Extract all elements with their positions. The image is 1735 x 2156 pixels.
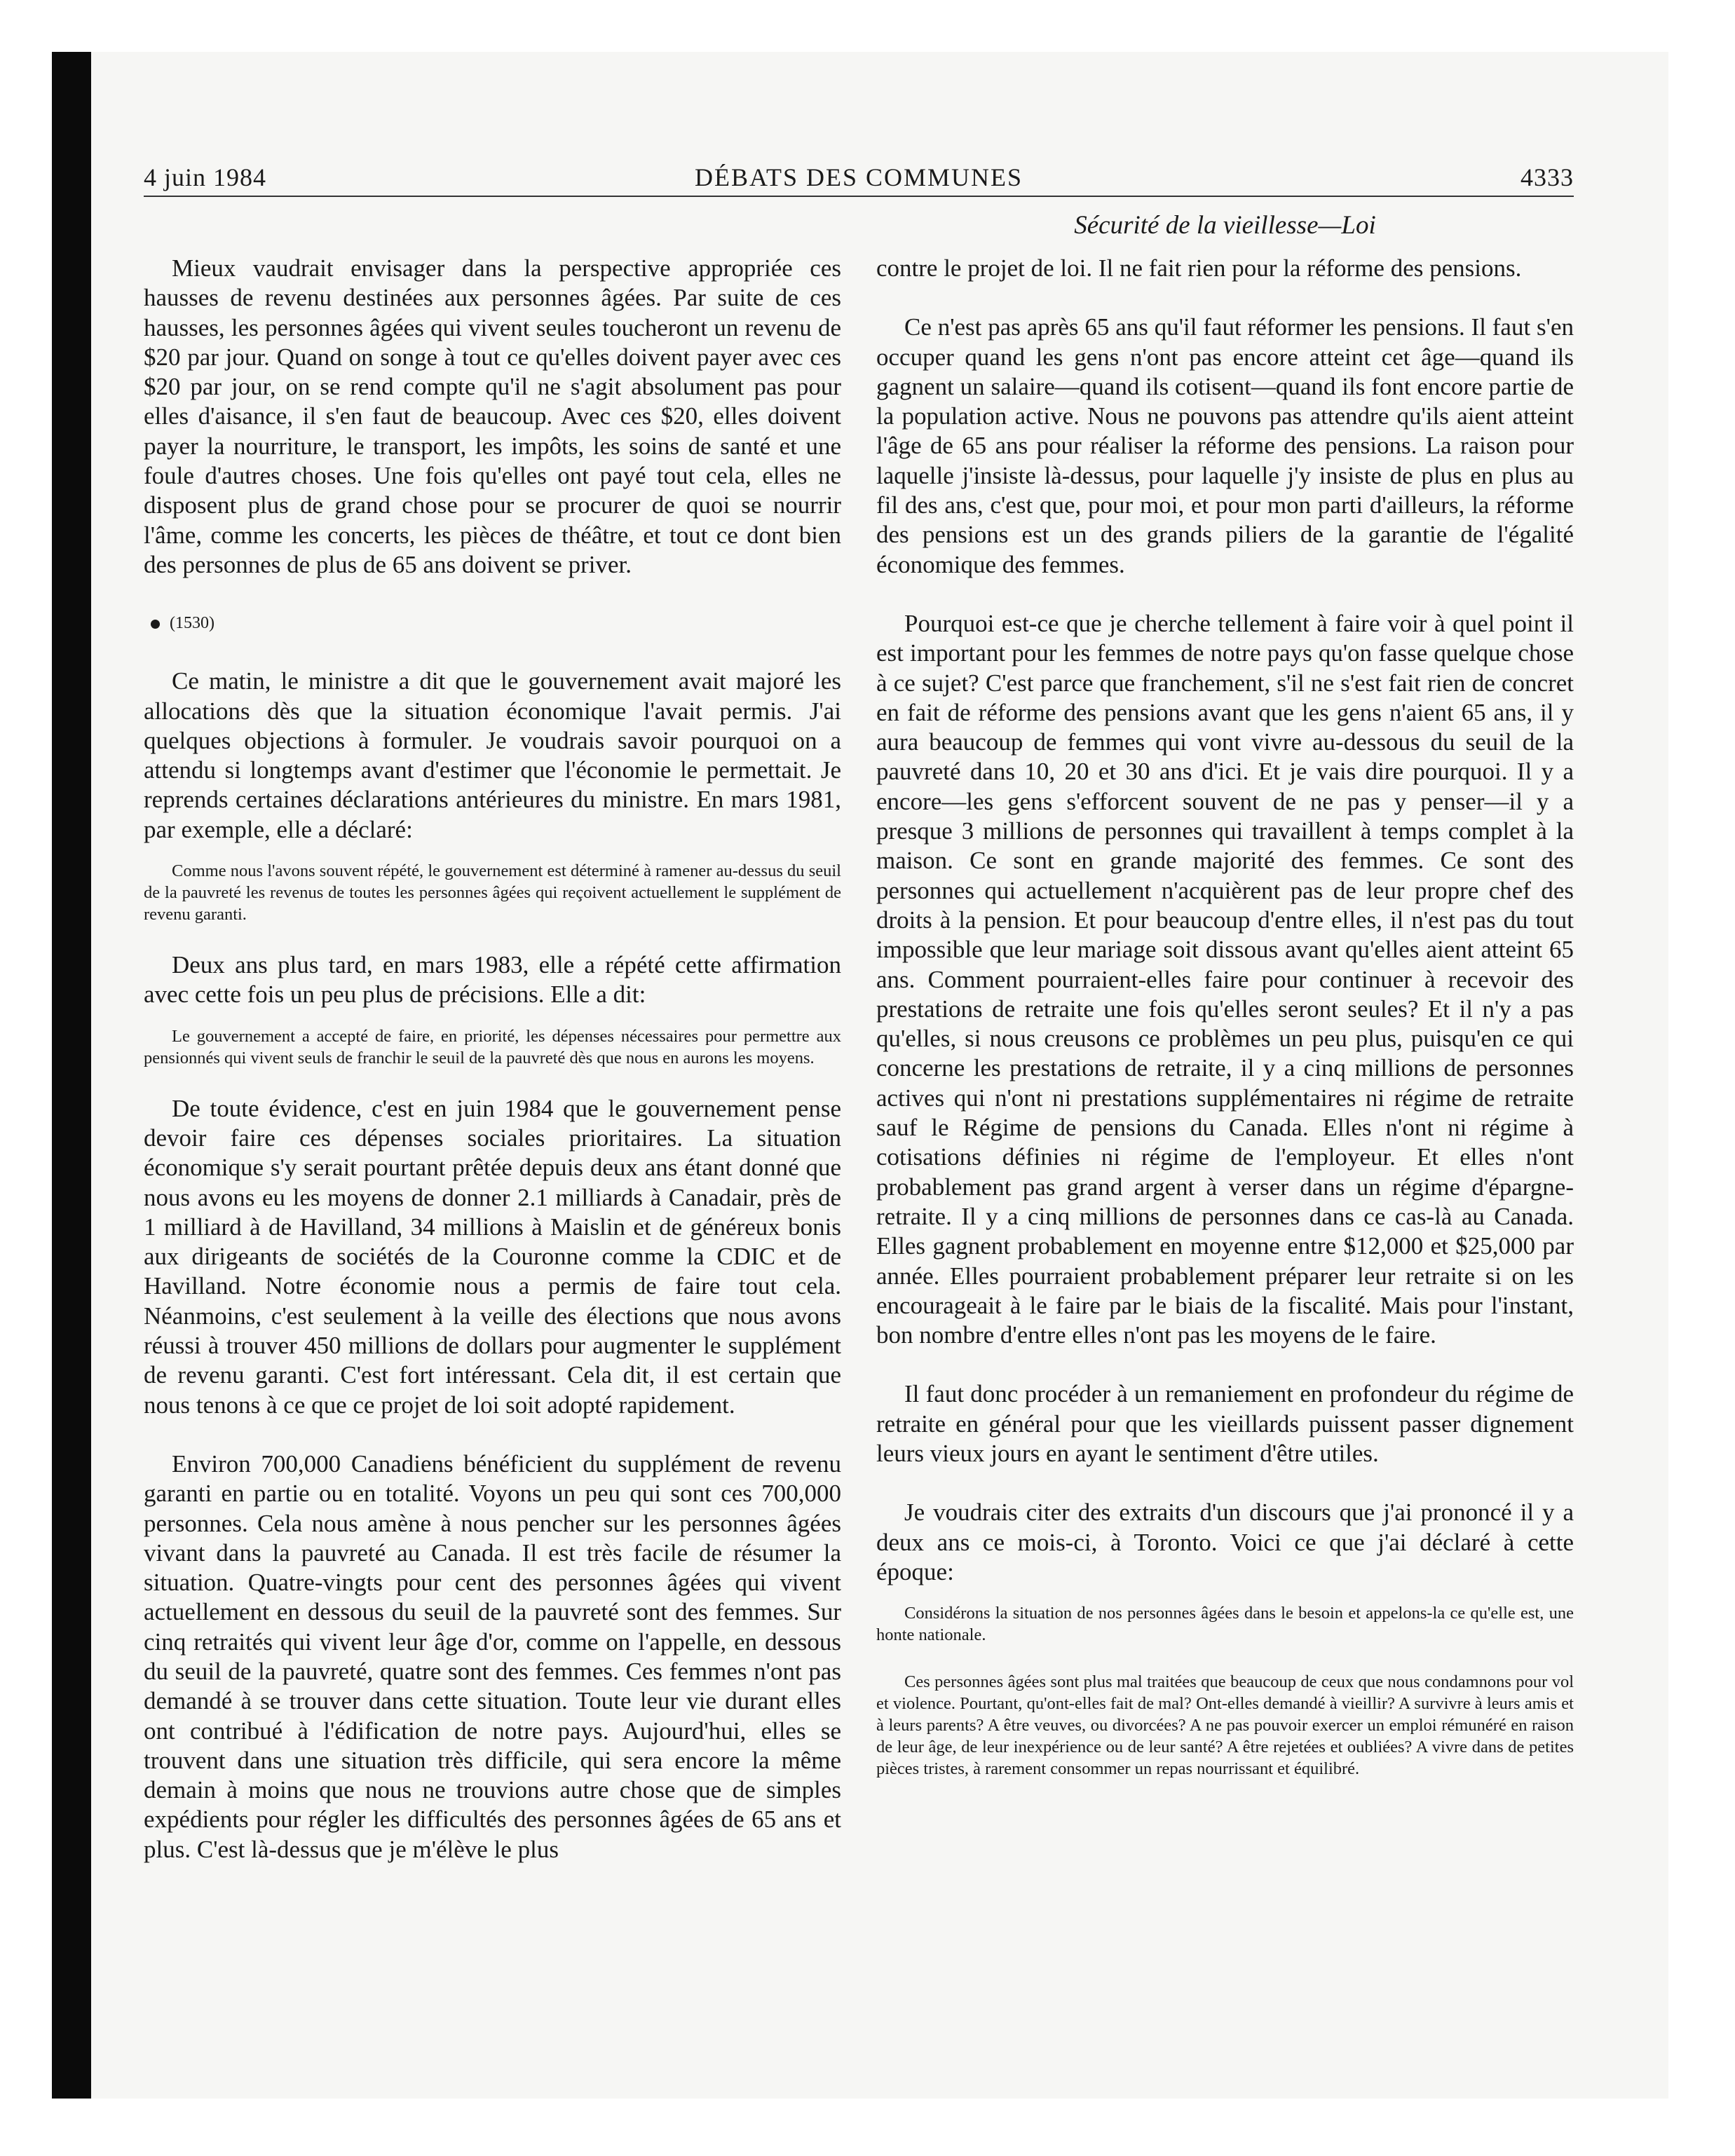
block-quote: Comme nous l'avons souvent répété, le gouvernement est déterminé à ramener au-dessus du seuil de la pauvreté les revenus de toutes les personnes âgées qui reçoivent actuellement le supplément de revenu garanti. bbox=[144, 861, 841, 925]
header-rule bbox=[144, 196, 1574, 197]
scan-edge-bar bbox=[52, 52, 91, 2099]
block-quote: Ces personnes âgées sont plus mal traitées que beaucoup de ceux que nous condamnons pour vol et violence. Pourtant, qu'ont-elles fait de mal? Ont-elles demandé à vieillir? A survivre à leurs amis et à leurs parents? A être veuves, ou divorcées? A ne pas pouvoir exercer un emploi rémunéré en raison de leur âge, de leur inexpérience ou de leur santé? A être rejetées et oubliées? A vivre dans de petites pièces tristes, à rarement consommer un repas nourrissant et équilibré. bbox=[876, 1672, 1574, 1779]
page-header bbox=[144, 160, 1574, 196]
paragraph: Mieux vaudrait envisager dans la perspective appropriée ces hausses de revenu destinées aux personnes âgées. Par suite de ces hausses, les personnes âgées qui vivent seules toucheront un revenu de $20 par jour. Quand on songe à tout ce qu'elles doivent payer avec ces $20 par jour, on se rend compte qu'il ne s'agit absolument pas pour elles d'aisance, il s'en faut de beaucoup. Avec ces $20, elles doivent payer la nourriture, le transport, les impôts, les soins de santé et une foule d'autres choses. Une fois qu'elles ont payé tout cela, elles ne disposent plus de grand chose pour se procurer de quoi se nourrir l'âme, comme les concerts, les pièces de théâtre, et tout ce dont bien des personnes de plus de 65 ans doivent se priver. bbox=[144, 254, 841, 578]
left-column bbox=[144, 254, 841, 1894]
time-marker-text: (1530) bbox=[170, 614, 215, 633]
paragraph: Ce matin, le ministre a dit que le gouvernement avait majoré les allocations dès que la situation économique l'avait permis. J'ai quelques objections à formuler. Je voudrais savoir pourquoi on a attendu si longtemps avant d'estimer que l'économie le permettait. Je reprends certaines déclarations antérieures du ministre. En mars 1981, par exemple, elle a déclaré: bbox=[144, 667, 841, 843]
paragraph: De toute évidence, c'est en juin 1984 que le gouvernement pense devoir faire ces dépenses sociales prioritaires. La situation économique s'y serait pourtant prêtée depuis deux ans étant donné que nous avons eu les moyens de donner 2.1 milliards à Canadair, près de 1 milliard à de Havilland, 34 millions à Maislin et de généreux bonis aux dirigeants de sociétés de la Couronne comme la CDIC et de Havilland. Notre économie nous a permis de faire tout cela. Néanmoins, c'est seulement à la veille des élections que nous avons réussi à trouver 450 millions de dollars pour augmenter le supplément de revenu garanti. C'est fort intéressant. Cela dit, il est certain que nous tenons à ce que ce projet de loi soit adopté rapidement. bbox=[144, 1094, 841, 1419]
paragraph: Deux ans plus tard, en mars 1983, elle a répété cette affirmation avec cette fois un peu plus de précisions. Elle a dit: bbox=[144, 951, 841, 1009]
paragraph: Pourquoi est-ce que je cherche tellement à faire voir à quel point il est important pour les femmes de notre pays qu'on fasse quelque chose à ce sujet? C'est parce que franchement, s'il ne s'est fait rien de concret en fait de réforme des pensions avant que les gens n'aient 65 ans, il y aura beaucoup de femmes qui vont vivre au-dessous du seuil de la pauvreté dans 10, 20 et 30 ans d'ici. Et je vais dire pourquoi. Il y a encore—les gens s'efforcent souvent de ne pas y penser—il y a presque 3 millions de personnes qui travaillent à temps complet à la maison. Ce sont en grande majorité des femmes. Ce sont des personnes qui actuellement n'acquièrent pas de leur propre chef des droits à la pension. Et pour beaucoup d'entre elles, il n'est pas du tout impossible que leur mariage soit dissous avant qu'elles aient atteint 65 ans. Comment pourraient-elles faire pour continuer à recevoir des prestations de retraite une fois qu'elles seront seules? Et il n'y a pas qu'elles, si nous creusons ce problèmes un peu plus, puisqu'en ce qui concerne les prestations de retraite, il y a cinq millions de personnes actives qui n'ont ni prestations supplémentaires ni régime de retraite sauf le Régime de pensions du Canada. Elles n'ont ni régime à cotisations définies ni régime de l'employeur. Et elles n'ont probablement pas grand argent à verser dans un régime d'épargne-retraite. Il y a cinq millions de personnes dans ce cas-là au Canada. Elles gagnent probablement en moyenne entre $12,000 et $25,000 par année. Elles pourraient probablement préparer leur retraite si on les encourageait à le faire par le biais de la fiscalité. Mais pour l'instant, bon nombre d'entre elles n'ont pas les moyens de le faire. bbox=[876, 609, 1574, 1349]
right-column bbox=[876, 254, 1574, 1805]
time-marker bbox=[144, 609, 841, 637]
paragraph: Je voudrais citer des extraits d'un discours que j'ai prononcé il y a deux ans ce mois-ci, à Toronto. Voici ce que j'ai déclaré à cette époque: bbox=[876, 1499, 1574, 1585]
running-head: Sécurité de la vieillesse—Loi bbox=[1074, 211, 1376, 240]
header-title: DÉBATS DES COMMUNES bbox=[694, 163, 1023, 191]
paragraph: Ce n'est pas après 65 ans qu'il faut réformer les pensions. Il faut s'en occuper quand les gens n'ont pas encore atteint cet âge—quand ils gagnent un salaire—quand ils cotisent—quand ils font encore partie de la population active. Nous ne pouvons pas attendre qu'ils aient atteint l'âge de 65 ans pour réaliser la réforme des pensions. La raison pour laquelle j'insiste là-dessus, pour laquelle j'y insiste de plus en plus au fil des ans, c'est que, pour moi, et pour mon parti d'ailleurs, la réforme des pensions est un des grands piliers de la garantie de l'égalité économique des femmes. bbox=[876, 313, 1574, 578]
bullet-icon bbox=[151, 620, 160, 629]
block-quote: Le gouvernement a accepté de faire, en priorité, les dépenses nécessaires pour permettre aux pensionnés qui vivent seuls de franchir le seuil de la pauvreté dès que nous en aurons les moyens. bbox=[144, 1026, 841, 1067]
paragraph: Environ 700,000 Canadiens bénéficient du supplément de revenu garanti en partie ou en totalité. Voyons un peu qui sont ces 700,000 personnes. Cela nous amène à nous pencher sur les personnes âgées vivant dans la pauvreté au Canada. Il est très facile de résumer la situation. Quatre-vingts pour cent des personnes âgées qui vivent actuellement en dessous du seuil de la pauvreté sont des femmes. Sur cinq retraités qui vivent leur âge d'or, comme on l'appelle, en dessous du seuil de la pauvreté, quatre sont des femmes. Ces femmes n'ont pas demandé à se trouver dans cette situation. Toute leur vie durant elles ont contribué à l'édification de notre pays. Aujourd'hui, elles se trouvent dans une situation très difficile, qui sera encore la même demain à moins que nous ne trouvions autre chose que de simples expédients pour régler les difficultés des personnes âgées de 65 ans et plus. C'est là-dessus que je m'élève le plus bbox=[144, 1449, 841, 1863]
block-quote: Considérons la situation de nos personnes âgées dans le besoin et appelons-la ce qu'elle est, une honte nationale. bbox=[876, 1604, 1574, 1645]
paragraph-continued: contre le projet de loi. Il ne fait rien pour la réforme des pensions. bbox=[876, 254, 1522, 282]
header-date: 4 juin 1984 bbox=[144, 163, 267, 191]
header-page-number: 4333 bbox=[1520, 163, 1574, 191]
paragraph: Il faut donc procéder à un remaniement en profondeur du régime de retraite en général pour que les vieillards puissent passer dignement leurs vieux jours en ayant le sentiment d'être utiles. bbox=[876, 1380, 1574, 1467]
